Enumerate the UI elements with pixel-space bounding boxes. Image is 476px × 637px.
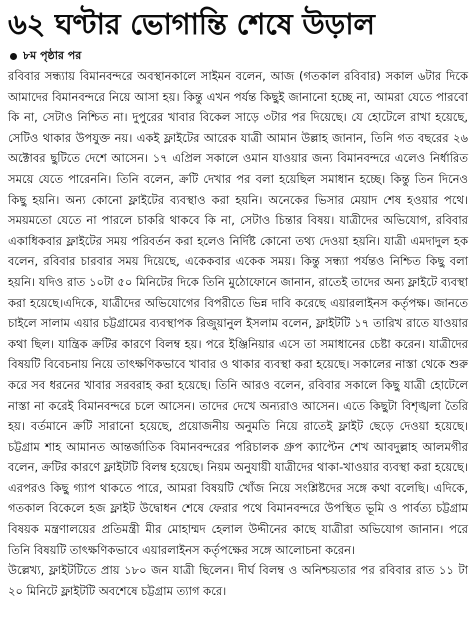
- continued-from-label: [8, 48, 81, 64]
- article-paragraph: রবিবার সন্ধ্যায় বিমানবন্দরে অবস্থানকালে সাইমন বলেন, আজ (গতকাল রবিবার) সকাল ৬টার দিকে আমাদের বিমানবন্দরে নিয়ে আসা হয়। কিন্তু এখন পর্যন্ত কিছুই জানানো হচ্ছে না, আমরা যেতে পারবো কি না, সেটাও নিশ্চিত না। দুপুরের খাবার বিকেল সাড়ে ৩টার পর দিয়েছে। যে হোটেলে রাখা হয়েছে, সেটিও থাকার উপযুক্ত নয়। একই ফ্লাইটের আরেক যাত্রী আমান উল্লাহ জানান, তিনি গত বছরের ২৬ অক্টোবর ছুটিতে দেশে আসেন। ১৭ এপ্রিল সকালে ওমান যাওয়ার জন্য বিমানবন্দরে এলেও নির্ধারিত সময়ে যেতে পারেননি। তিনি বলেন, ক্রটি দেখার পর বলা হয়েছিল সমাধান হচ্ছে। কিন্তু তিন দিনেও কিছু হয়নি। অন্য কোনো ফ্লাইটের ব্যবস্থাও করা হয়নি। অনেকের ভিসার মেয়াদ শেষ হওয়ার পথে। সময়মতো যেতে না পারলে চাকরি থাকবে কি না, সেটাও চিন্তার বিষয়। যাত্রীদের অভিযোগ, রবিবার একাধিকবার ফ্লাইটের সময় পরিবর্তন করা হলেও নির্দিষ্ট কোনো তথ্য দেওয়া হয়নি। যাত্রী এমদাদুল হক বলেন, রবিবার চারবার সময় দিয়েছে, একেকবার একেক সময়। কিন্তু সন্ধ্যা পর্যন্তও নিশ্চিত কিছু বলা হয়নি। যদিও রাত ১০টা ৫০ মিনিটের দিকে তিনি মুঠোফোনে জানান, রাতেই তাদের অন্য ফ্লাইটে ব্যবস্থা করা হয়েছে।এদিকে, যাত্রীদের অভিযোগের বিপরীতে ভিন্ন দাবি করেছে এয়ারলাইনস কর্তৃপক্ষ। জানতে চাইলে সালাম এয়ার চট্টগ্রামের ব্যবস্থাপক রিজুয়ানুল ইসলাম বলেন, ফ্লাইটটি ১৭ তারিখ রাতে যাওয়ার কথা ছিল। যান্ত্রিক ক্রটির কারণে বিলম্ব হয়। পরে ইঞ্জিনিয়ার এসে তা সমাধানের চেষ্টা করেন। যাত্রীদের বিষয়টি বিবেচনায় নিয়ে তাৎক্ষণিকভাবে খাবার ও থাকার ব্যবস্থা করা হয়েছে। সকালের নাস্তা থেকে শুরু করে সব ধরনের খাবার সরবরাহ করা হয়েছে। তিনি আরও বলেন, রবিবার সকালে কিছু যাত্রী হোটেলে নাস্তা না করেই বিমানবন্দরে চলে আসেন। তাদের দেখে অন্যরাও আসেন। এতে কিছুটা বিশৃঙ্খলা তৈরি হয়। বর্তমানে ক্রটি সারানো হয়েছে, প্রয়োজনীয় অনুমতি নিয়ে রাতেই ফ্লাইট ছেড়ে দেওয়া হয়েছে। চট্টগ্রাম শাহ আমানত আন্তর্জাতিক বিমানবন্দরের পরিচালক গ্রুপ ক্যাপ্টেন শেখ আবদুল্লাহ আলমগীর বলেন, ক্রটির কারণে ফ্লাইটটি বিলম্ব হয়েছে। নিয়ম অনুযায়ী যাত্রীদের থাকা-খাওয়ার ব্যবস্থা করা হয়েছে। এরপরও কিছু গ্যাপ থাকতে পারে, আমরা বিষয়টি খোঁজ নিয়ে সংশ্লিষ্টদের সঙ্গে কথা বলেছি। এদিকে, গতকাল বিকেলে হজ ফ্লাইট উদ্বোধন শেষে ফেরার পথে বিমানবন্দরে উপস্থিত ভূমি ও পার্বত্য চট্টগ্রাম বিষয়ক মন্ত্রণালয়ের প্রতিমন্ত্রী মীর মোহাম্মদ হেলাল উদ্দীনের কাছে যাত্রীরা অভিযোগ জানান। পরে তিনি বিষয়টি তাৎক্ষণিকভাবে এয়ারলাইনস কর্তৃপক্ষের সঙ্গে আলোচনা করেন।: [8, 69, 468, 557]
- continued-from-text: ৮ম পৃষ্ঠার পর: [23, 48, 82, 62]
- article-body: [8, 66, 468, 601]
- headline: ৬২ ঘণ্টার ভোগান্তি শেষে উড়াল: [8, 7, 375, 41]
- bullet-icon: [10, 53, 17, 60]
- article-paragraph: উল্লেখ্য, ফ্লাইটটিতে প্রায় ১৮০ জন যাত্রী ছিলেন। দীর্ঘ বিলম্ব ও অনিশ্চয়তার পর রবিবার রাত ১১ টা ২০ মিনিটে ফ্লাইটটি অবশেষে চট্টগ্রাম ত্যাগ করে।: [8, 563, 468, 598]
